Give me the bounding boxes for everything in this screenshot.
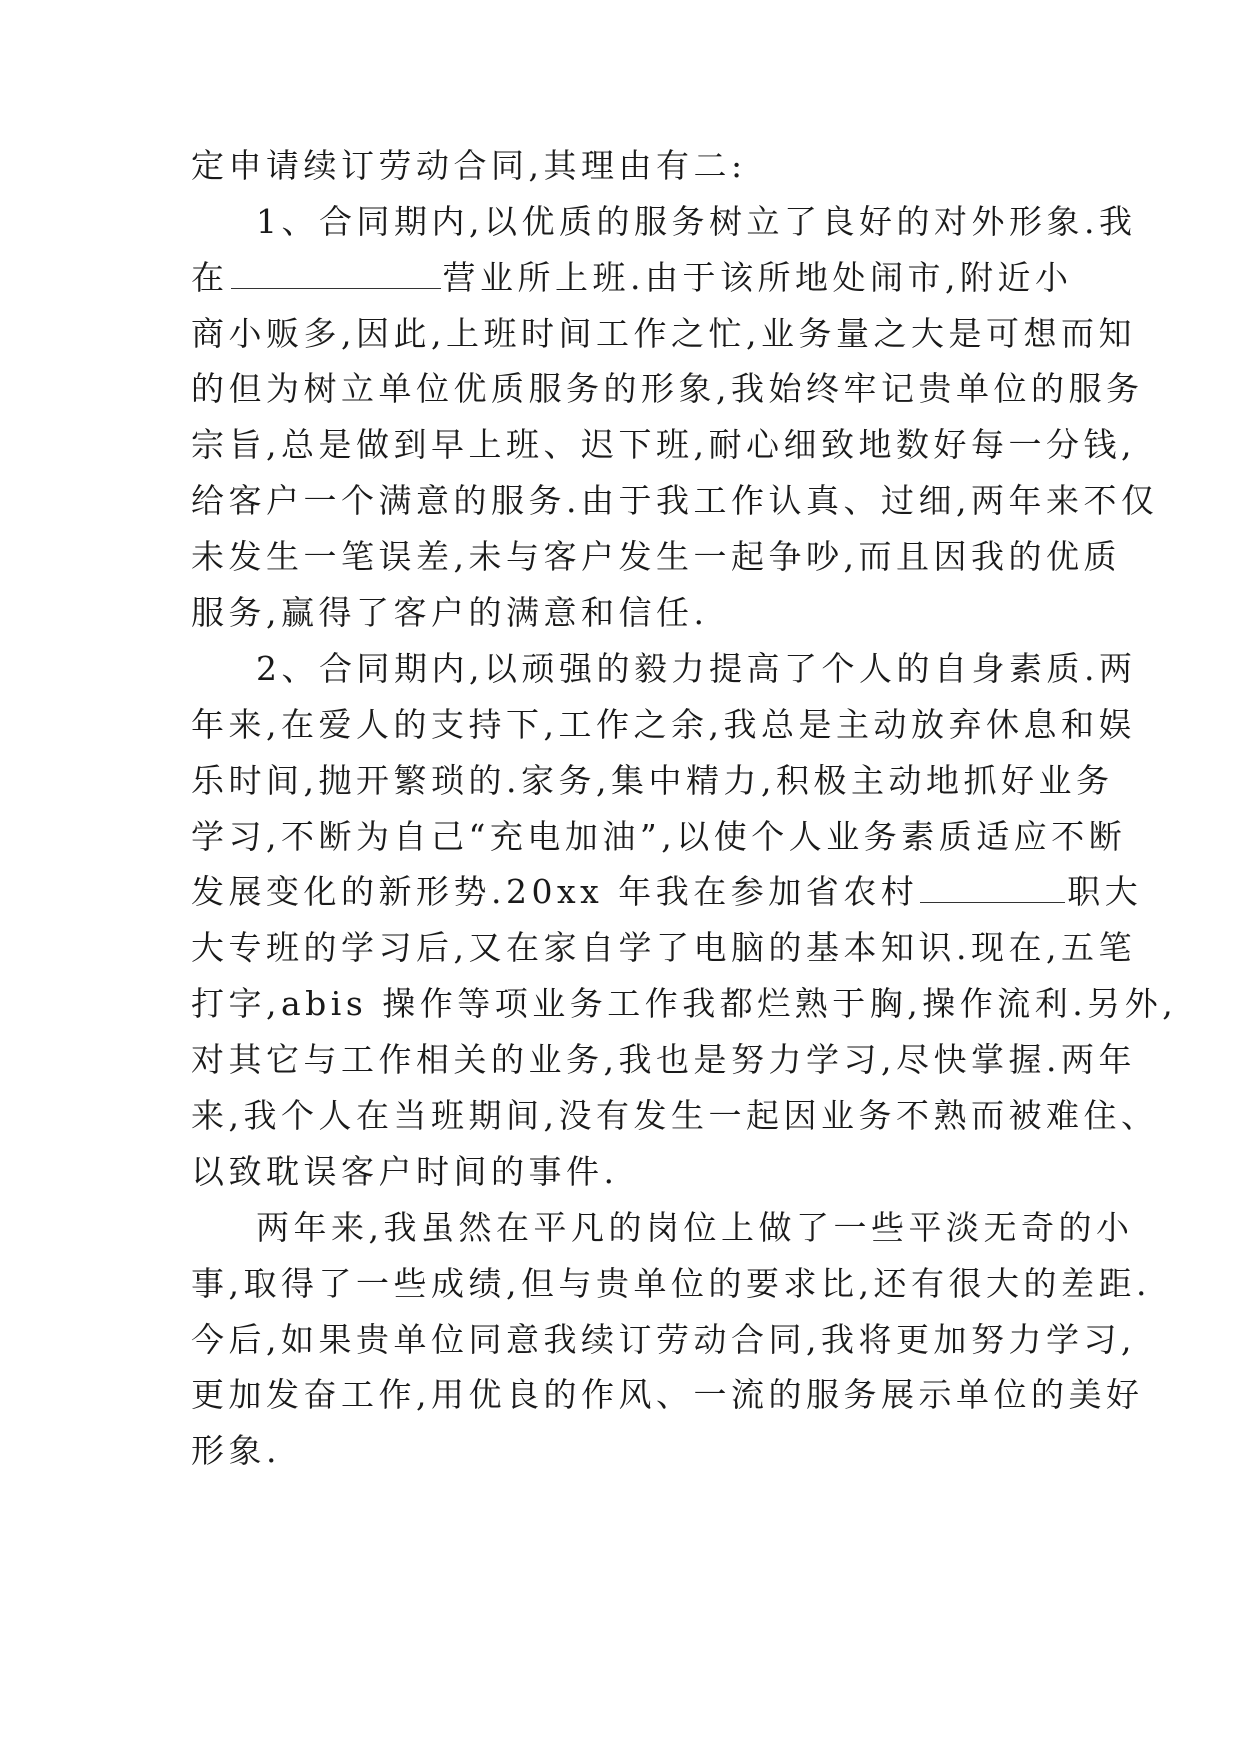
text-span: 未发生一笔误差,未与客户发生一起争吵,而且因我的优质 xyxy=(191,537,1121,576)
text-span: 2、合同期内,以顽强的毅力提高了个人的自身素质.两 xyxy=(256,649,1137,688)
text-span: 在 xyxy=(191,258,229,297)
text-span: 事,取得了一些成绩,但与贵单位的要求比,还有很大的差距. xyxy=(191,1264,1151,1303)
text-span: 以致耽误客户时间的事件. xyxy=(191,1152,619,1191)
text-line xyxy=(191,425,1136,465)
text-span: 营业所上班.由于该所地处闹市,附近小 xyxy=(442,258,1073,297)
text-span: 定申请续订劳动合同,其理由有二: xyxy=(191,146,747,185)
text-line xyxy=(191,984,1177,1024)
text-span: 的但为树立单位优质服务的形象,我始终牢记贵单位的服务 xyxy=(191,369,1144,408)
text-line xyxy=(191,705,1136,745)
text-span: 职大 xyxy=(1067,872,1143,911)
text-span: 给客户一个满意的服务.由于我工作认真、过细,两年来不仅 xyxy=(191,481,1159,520)
text-line xyxy=(191,928,1136,968)
text-line xyxy=(191,872,1142,912)
text-line xyxy=(256,1208,1134,1248)
text-line xyxy=(191,593,708,633)
text-span: 商小贩多,因此,上班时间工作之忙,业务量之大是可想而知 xyxy=(191,314,1136,353)
text-line xyxy=(191,369,1144,409)
text-span: 1、合同期内,以优质的服务树立了良好的对外形象.我 xyxy=(256,202,1137,241)
text-span: 形象. xyxy=(191,1431,281,1470)
text-span: 来,我个人在当班期间,没有发生一起因业务不熟而被难住、 xyxy=(191,1096,1159,1135)
text-line xyxy=(191,537,1121,577)
text-line xyxy=(256,202,1136,242)
text-line xyxy=(191,1152,619,1192)
text-span: 年来,在爱人的支持下,工作之余,我总是主动放弃休息和娱 xyxy=(191,705,1136,744)
text-line xyxy=(191,314,1136,354)
text-line xyxy=(191,1320,1136,1360)
text-span: 两年来,我虽然在平凡的岗位上做了一些平淡无奇的小 xyxy=(256,1208,1134,1247)
text-span: 更加发奋工作,用优良的作风、一流的服务展示单位的美好 xyxy=(191,1375,1144,1414)
fill-in-blank xyxy=(231,258,441,289)
text-line xyxy=(191,1096,1158,1136)
text-span: 学习,不断为自己“充电加油”,以使个人业务素质适应不断 xyxy=(191,817,1127,856)
text-line xyxy=(191,1040,1136,1080)
fill-in-blank xyxy=(920,872,1065,903)
text-span: 今后,如果贵单位同意我续订劳动合同,我将更加努力学习, xyxy=(191,1320,1136,1359)
text-line xyxy=(191,146,747,186)
text-span: 发展变化的新形势.20xx 年我在参加省农村 xyxy=(191,872,919,911)
text-span: 大专班的学习后,又在家自学了电脑的基本知识.现在,五笔 xyxy=(191,928,1136,967)
text-line xyxy=(191,761,1113,801)
text-span: 乐时间,抛开繁琐的.家务,集中精力,积极主动地抓好业务 xyxy=(191,761,1114,800)
text-line xyxy=(191,481,1158,521)
text-span: 服务,赢得了客户的满意和信任. xyxy=(191,593,709,632)
text-line xyxy=(191,1264,1151,1304)
text-line xyxy=(256,649,1136,689)
text-line xyxy=(191,1375,1144,1415)
text-span: 打字,abis 操作等项业务工作我都烂熟于胸,操作流利.另外, xyxy=(191,984,1178,1023)
text-line xyxy=(191,817,1126,857)
text-span: 对其它与工作相关的业务,我也是努力学习,尽快掌握.两年 xyxy=(191,1040,1136,1079)
text-line xyxy=(191,1431,281,1471)
text-span: 宗旨,总是做到早上班、迟下班,耐心细致地数好每一分钱, xyxy=(191,425,1136,464)
text-line xyxy=(191,258,1072,298)
